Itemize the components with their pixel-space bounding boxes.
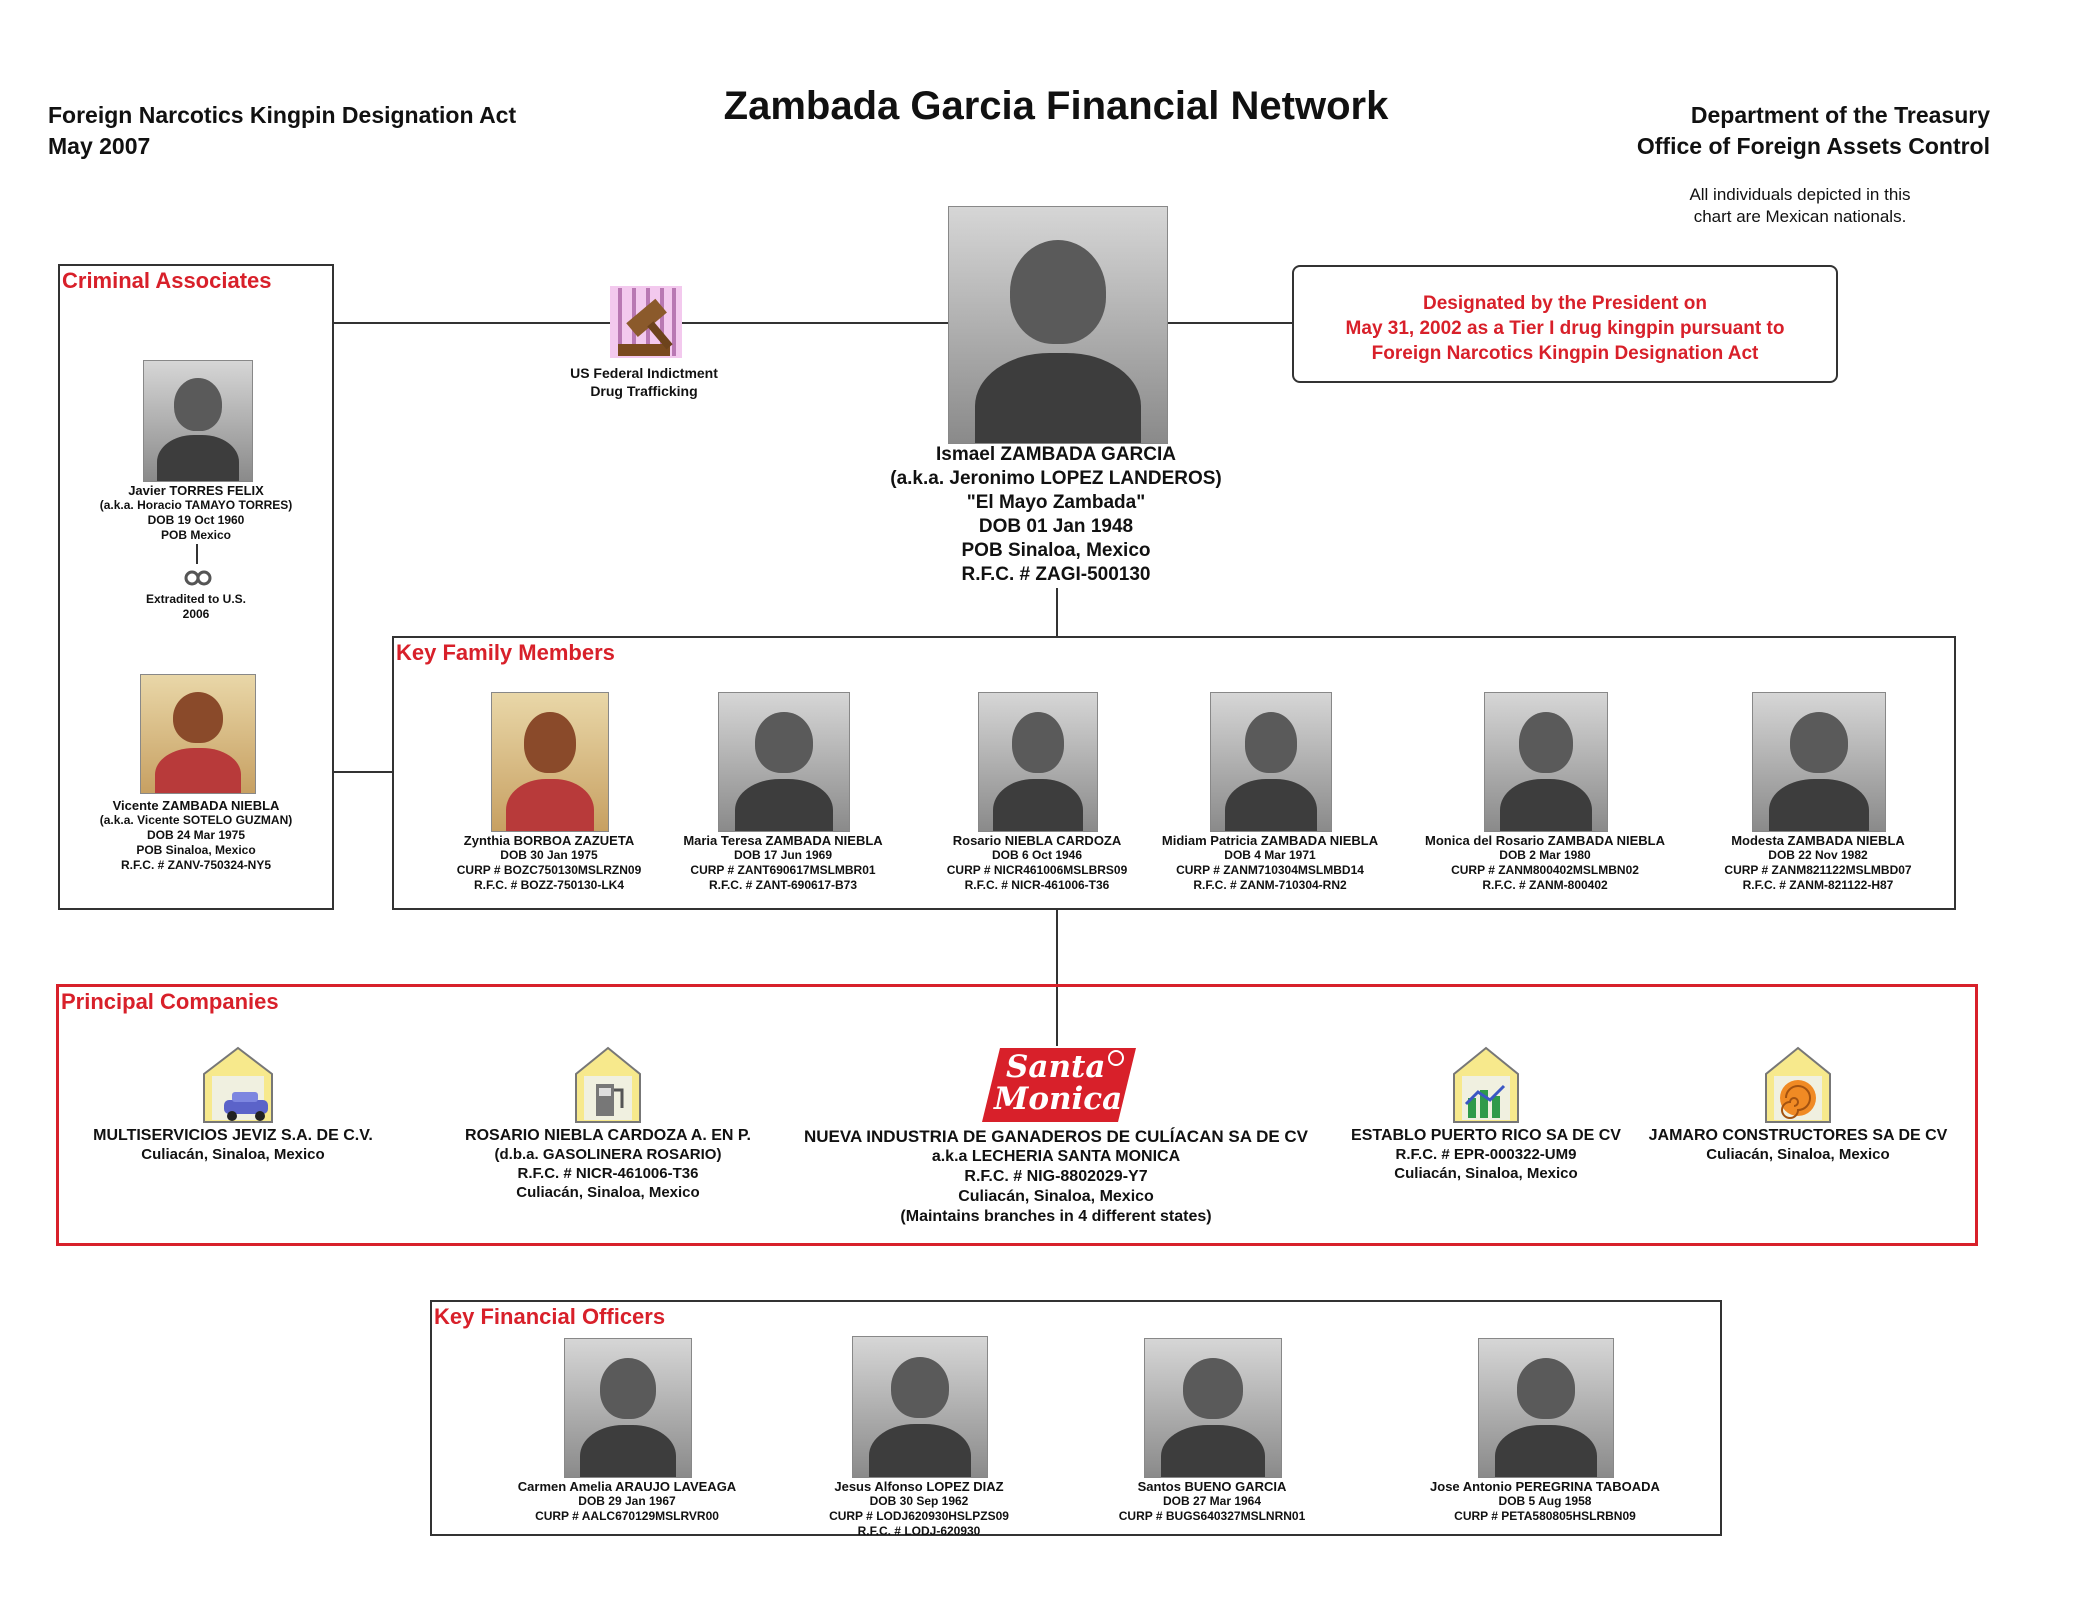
family-member-details: [429, 833, 669, 893]
company-aka: a.k.a LECHERIA SANTA MONICA: [931, 1148, 1181, 1165]
photo-body-shape: [155, 748, 242, 794]
chart-house-icon: [1452, 1046, 1520, 1124]
family-member-dob: DOB 22 Nov 1982: [1768, 848, 1868, 862]
family-member-details: [1145, 833, 1395, 893]
photo-head-shape: [173, 692, 223, 744]
company-location: Culiacán, Sinaloa, Mexico: [1394, 1165, 1578, 1182]
family-member-details: [1693, 833, 1943, 893]
main-person-aka: (a.k.a. Jeronimo LOPEZ LANDEROS): [890, 468, 1222, 489]
associate-aka: (a.k.a. Vicente SOTELO GUZMAN): [99, 813, 293, 827]
santa-monica-logo: [982, 1046, 1136, 1124]
family-members-title: Key Family Members: [396, 640, 615, 665]
company-name: ROSARIO NIEBLA CARDOZA A. EN P.: [465, 1127, 751, 1144]
main-person-details: [856, 443, 1256, 587]
header-right: [1637, 100, 1990, 162]
photo-head-shape: [1519, 712, 1573, 773]
main-person-nickname: "El Mayo Zambada": [966, 492, 1146, 513]
family-member-dob: DOB 2 Mar 1980: [1499, 848, 1591, 862]
photo-body-shape: [1225, 779, 1316, 832]
family-member-details: [917, 833, 1157, 893]
company-details: [1336, 1126, 1636, 1183]
photo-body-shape: [157, 435, 239, 482]
family-member-rfc: R.F.C. # ZANM-710304-RN2: [1193, 878, 1347, 892]
associate-aka: (a.k.a. Horacio TAMAYO TORRES): [99, 498, 293, 512]
officer-dob: DOB 30 Sep 1962: [869, 1494, 969, 1508]
associate-name: Vicente ZAMBADA NIEBLA: [112, 798, 280, 813]
officer-photo: [564, 1338, 692, 1478]
family-member-rfc: R.F.C. # ZANM-800402: [1482, 878, 1608, 892]
shell-house-icon: [1764, 1046, 1832, 1124]
connector-main-designation: [1166, 322, 1292, 324]
officer-details: [1405, 1479, 1685, 1524]
associate-dob: DOB 19 Oct 1960: [147, 513, 245, 527]
officer-name: Jose Antonio PEREGRINA TABOADA: [1430, 1479, 1660, 1494]
financial-officers-title: Key Financial Officers: [434, 1304, 666, 1329]
office-name: Office of Foreign Assets Control: [1636, 133, 1990, 159]
connector-associates-family: [334, 771, 392, 773]
page-title: Zambada Garcia Financial Network: [723, 84, 1389, 128]
company-details: [791, 1127, 1321, 1227]
officer-details: [1082, 1479, 1342, 1524]
associate-pob: POB Sinaloa, Mexico: [136, 843, 256, 857]
designation-line: Designated by the President on: [1423, 293, 1707, 314]
family-member-curp: CURP # ZANT690617MSLMBR01: [690, 863, 876, 877]
family-member-curp: CURP # NICR461006MSLBRS09: [946, 863, 1128, 877]
photo-body-shape: [580, 1425, 676, 1478]
photo-head-shape: [1245, 712, 1298, 773]
photo-head-shape: [1010, 240, 1106, 344]
company-name: NUEVA INDUSTRIA DE GANADEROS DE CULÍACAN SA DE CV: [803, 1127, 1309, 1146]
photo-body-shape: [869, 1424, 971, 1478]
associate-details: [66, 483, 326, 543]
officer-photo: [852, 1336, 988, 1478]
associate-photo: [143, 360, 253, 482]
indictment-line: Drug Trafficking: [590, 383, 698, 399]
family-member-curp: CURP # ZANM710304MSLMBD14: [1176, 863, 1364, 877]
family-member-photo: [1210, 692, 1332, 832]
family-member-curp: CURP # BOZC750130MSLRZN09: [456, 863, 642, 877]
family-member-details: [663, 833, 903, 893]
associate-rfc: R.F.C. # ZANV-750324-NY5: [120, 858, 272, 872]
main-person-pob: POB Sinaloa, Mexico: [961, 540, 1151, 561]
department-name: Department of the Treasury: [1690, 102, 1990, 128]
note-line: All individuals depicted in this: [1689, 185, 1911, 204]
family-member-dob: DOB 4 Mar 1971: [1224, 848, 1316, 862]
photo-head-shape: [1790, 712, 1848, 773]
family-member-photo: [1484, 692, 1608, 832]
officer-dob: DOB 29 Jan 1967: [578, 1494, 676, 1508]
gas-station-icon: [574, 1046, 642, 1124]
family-member-photo: [718, 692, 850, 832]
officer-rfc: R.F.C. # LODJ-620930: [857, 1524, 981, 1538]
associate-name: Javier TORRES FELIX: [128, 483, 264, 498]
officer-name: Carmen Amelia ARAUJO LAVEAGA: [517, 1479, 737, 1494]
family-member-name: Maria Teresa ZAMBADA NIEBLA: [683, 833, 883, 848]
connector-main-family: [1056, 588, 1058, 636]
company-branches: (Maintains branches in 4 different states): [900, 1208, 1212, 1225]
designation-line: Foreign Narcotics Kingpin Designation Act: [1371, 343, 1759, 364]
officer-name: Jesus Alfonso LOPEZ DIAZ: [834, 1479, 1004, 1494]
main-person-photo: [948, 206, 1168, 444]
family-member-details: [1410, 833, 1680, 893]
photo-head-shape: [891, 1357, 950, 1419]
main-person-dob: DOB 01 Jan 1948: [978, 516, 1134, 537]
family-member-dob: DOB 17 Jun 1969: [733, 848, 833, 862]
family-member-name: Rosario NIEBLA CARDOZA: [952, 833, 1122, 848]
main-person-name: Ismael ZAMBADA GARCIA: [936, 444, 1176, 465]
family-member-rfc: R.F.C. # BOZZ-750130-LK4: [473, 878, 625, 892]
extradition-line: 2006: [182, 607, 210, 621]
company-rfc: R.F.C. # NICR-461006-T36: [517, 1165, 699, 1182]
family-member-dob: DOB 30 Jan 1975: [500, 848, 598, 862]
family-member-name: Midiam Patricia ZAMBADA NIEBLA: [1161, 833, 1379, 848]
officer-curp: CURP # LODJ620930HSLPZS09: [829, 1509, 1009, 1523]
indictment-label: [544, 364, 744, 400]
company-location: Culiacán, Sinaloa, Mexico: [516, 1184, 700, 1201]
company-location: Culiacán, Sinaloa, Mexico: [141, 1146, 325, 1163]
family-member-name: Monica del Rosario ZAMBADA NIEBLA: [1424, 833, 1666, 848]
company-dba: (d.b.a. GASOLINERA ROSARIO): [494, 1146, 722, 1163]
designation-box: [1292, 265, 1838, 383]
gavel-icon: [608, 284, 684, 360]
officer-curp: CURP # AALC670129MSLRVR00: [535, 1509, 719, 1523]
main-person-rfc: R.F.C. # ZAGI-500130: [961, 564, 1151, 585]
family-member-name: Modesta ZAMBADA NIEBLA: [1731, 833, 1905, 848]
photo-head-shape: [1517, 1358, 1576, 1419]
nationality-note: [1640, 184, 1960, 228]
family-member-rfc: R.F.C. # ZANM-821122-H87: [1742, 878, 1894, 892]
photo-body-shape: [975, 353, 1141, 444]
company-name: MULTISERVICIOS JEVIZ S.A. DE C.V.: [93, 1127, 373, 1144]
company-details: [450, 1126, 766, 1202]
family-member-rfc: R.F.C. # ZANT-690617-B73: [708, 878, 858, 892]
company-details: [1648, 1126, 1948, 1164]
photo-head-shape: [755, 712, 812, 773]
note-line: chart are Mexican nationals.: [1693, 207, 1907, 226]
family-member-curp: CURP # ZANM800402MSLMBN02: [1451, 863, 1639, 877]
photo-body-shape: [506, 779, 594, 832]
photo-head-shape: [524, 712, 575, 773]
company-rfc: R.F.C. # EPR-000322-UM9: [1395, 1146, 1577, 1163]
extradition-note: [96, 592, 296, 622]
family-member-rfc: R.F.C. # NICR-461006-T36: [964, 878, 1110, 892]
officer-photo: [1144, 1338, 1282, 1478]
officer-name: Santos BUENO GARCIA: [1137, 1479, 1287, 1494]
photo-body-shape: [1161, 1425, 1264, 1478]
company-location: Culiacán, Sinaloa, Mexico: [958, 1188, 1154, 1205]
connector-extradition: [196, 544, 198, 564]
handcuffs-icon: [183, 566, 213, 588]
family-member-curp: CURP # ZANM821122MSLMBD07: [1724, 863, 1912, 877]
family-member-dob: DOB 6 Oct 1946: [991, 848, 1083, 862]
company-details: [78, 1126, 388, 1164]
extradition-line: Extradited to U.S.: [145, 592, 246, 606]
photo-body-shape: [993, 779, 1083, 832]
criminal-associates-title: Criminal Associates: [62, 268, 272, 293]
officer-details: [789, 1479, 1049, 1539]
photo-body-shape: [1500, 779, 1593, 832]
associate-photo: [140, 674, 256, 794]
photo-body-shape: [735, 779, 834, 832]
officer-dob: DOB 27 Mar 1964: [1162, 1494, 1262, 1508]
family-member-photo: [491, 692, 609, 832]
officer-dob: DOB 5 Aug 1958: [1498, 1494, 1592, 1508]
officer-details: [497, 1479, 757, 1524]
officer-photo: [1478, 1338, 1614, 1478]
company-name: JAMARO CONSTRUCTORES SA DE CV: [1648, 1127, 1948, 1144]
family-member-photo: [978, 692, 1098, 832]
associate-dob: DOB 24 Mar 1975: [146, 828, 246, 842]
photo-head-shape: [1012, 712, 1064, 773]
photo-head-shape: [600, 1358, 655, 1419]
family-member-name: Zynthia BORBOA ZAZUETA: [463, 833, 635, 848]
designation-line: May 31, 2002 as a Tier I drug kingpin pursuant to: [1345, 318, 1785, 339]
photo-head-shape: [174, 378, 222, 431]
photo-body-shape: [1769, 779, 1869, 832]
logo-text-santa: Santa: [1006, 1049, 1106, 1085]
officer-curp: CURP # PETA580805HSLRBN09: [1454, 1509, 1636, 1523]
associate-details: [66, 798, 326, 873]
house-car-icon: [202, 1046, 274, 1124]
family-member-photo: [1752, 692, 1886, 832]
photo-head-shape: [1183, 1358, 1243, 1419]
officer-curp: CURP # BUGS640327MSLNRN01: [1118, 1509, 1306, 1523]
associate-pob: POB Mexico: [160, 528, 232, 542]
photo-body-shape: [1495, 1425, 1597, 1478]
chart-date: May 2007: [48, 133, 151, 159]
indictment-line: US Federal Indictment: [570, 365, 718, 381]
company-location: Culiacán, Sinaloa, Mexico: [1706, 1146, 1890, 1163]
company-rfc: R.F.C. # NIG-8802029-Y7: [964, 1168, 1148, 1185]
logo-text-monica: Monica: [994, 1081, 1123, 1117]
principal-companies-title: Principal Companies: [61, 989, 279, 1014]
act-name: Foreign Narcotics Kingpin Designation Act: [48, 102, 517, 128]
company-name: ESTABLO PUERTO RICO SA DE CV: [1351, 1127, 1621, 1144]
